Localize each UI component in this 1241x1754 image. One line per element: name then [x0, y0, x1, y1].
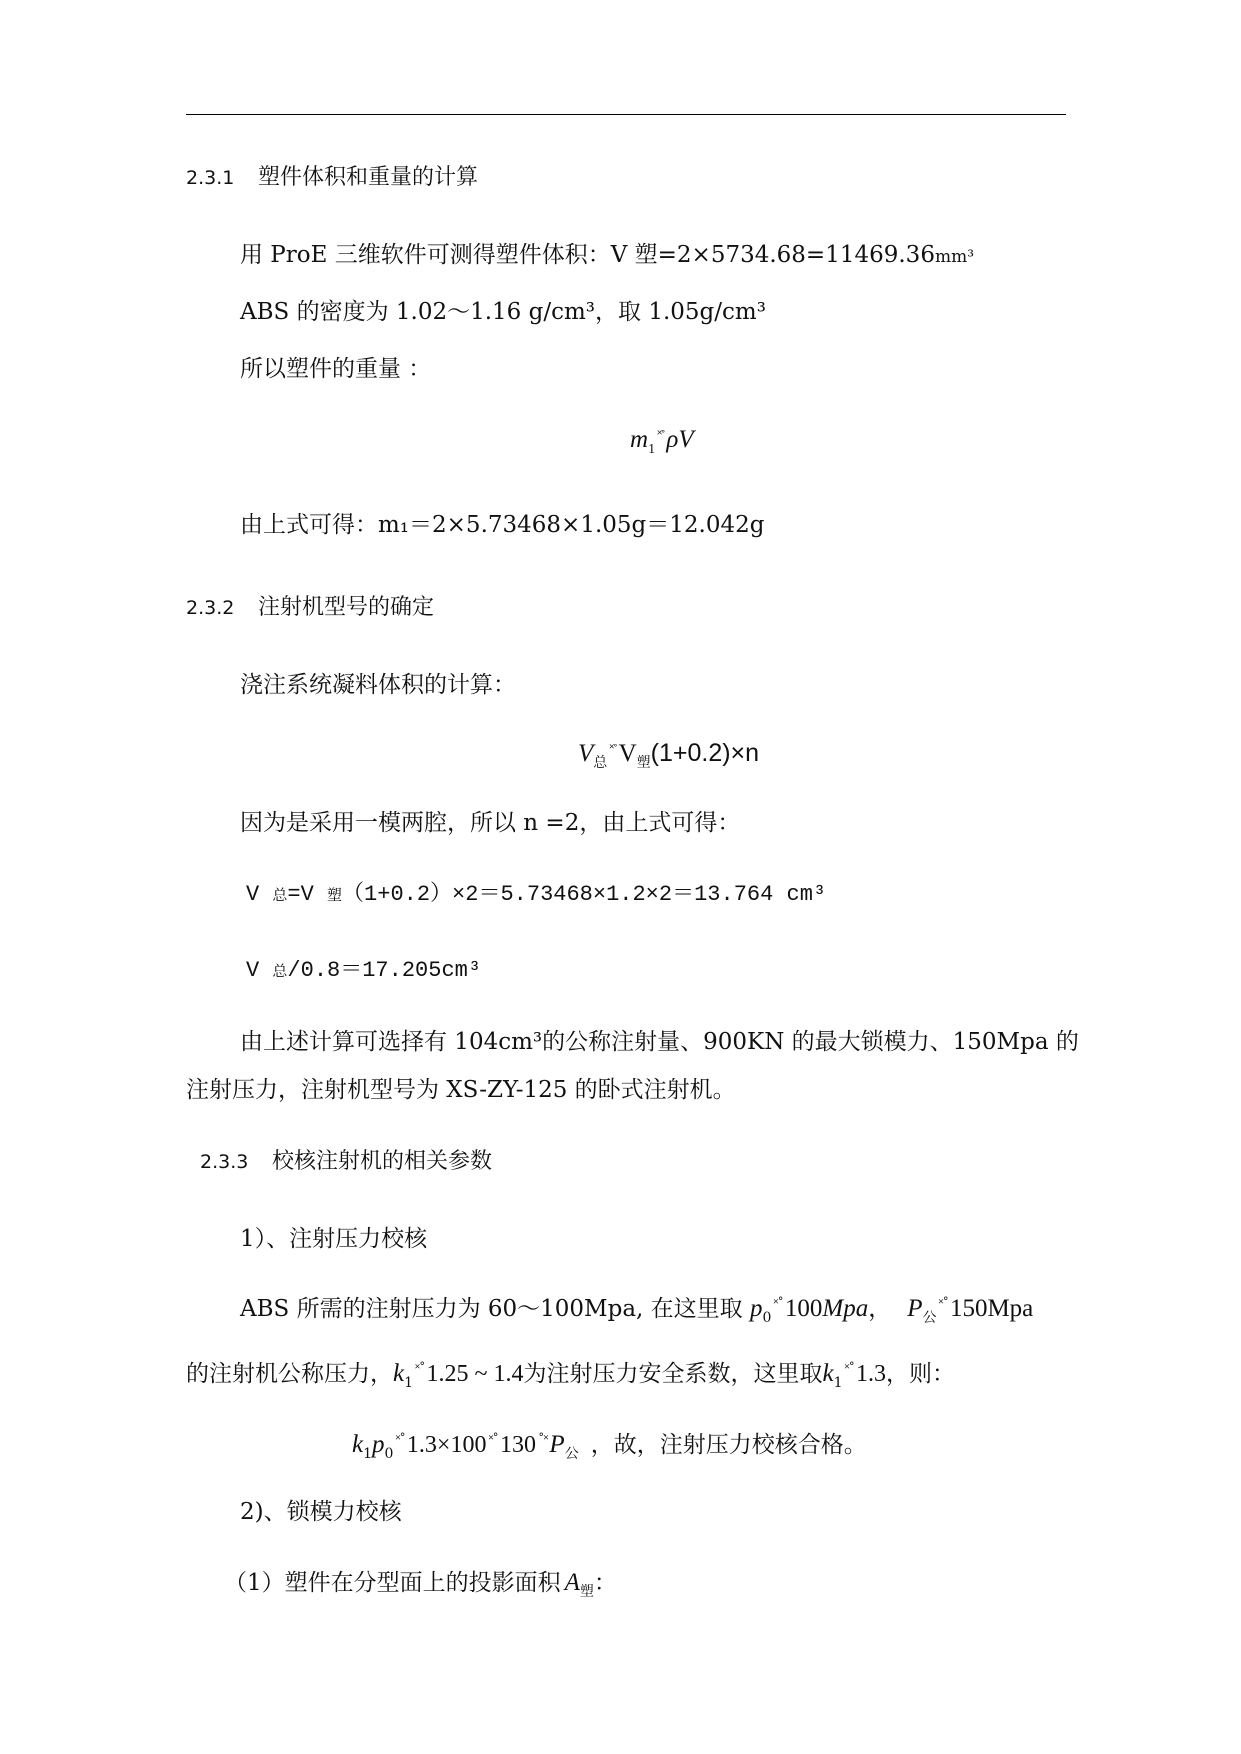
section-title: 注射机型号的确定 — [258, 595, 435, 620]
proe-volume-text: 用 ProE 三维软件可测得塑件体积：V 塑=2×5734.68=11469.36 — [240, 242, 935, 268]
nominal-pressure-line: 的注射机公称压力，$k_1^{˟˚}1.25$ ~ 1.4为注射压力安全系数，这里取$k_1^{˟˚}1.3$，则： — [186, 1360, 955, 1391]
abs-pressure-line: ABS 所需的注射压力为 60～100Mpa, 在这里取 $p_0^{˟˚}100Mpa$， $P_公^{˟˚}150Mpa$ — [240, 1295, 1034, 1326]
section-number: 2.3.3 — [200, 1151, 249, 1173]
total-volume-divided: V 总/0.8＝17.205cm³ — [246, 958, 482, 983]
machine-selection-line-1: 由上述计算可选择有 104cm³的公称注射量、900KN 的最大锁模力、150Mpa 的 — [240, 1029, 1079, 1055]
section-title: 塑件体积和重量的计算 — [258, 165, 479, 190]
density-line: ABS 的密度为 1.02～1.16 g/cm³，取 1.05g/cm³ — [240, 299, 766, 325]
section-heading-2-3-2 — [186, 593, 434, 623]
total-volume-calc: V 总=V 塑（1+0.2）×2＝5.73468×1.2×2＝13.764 cm³ — [246, 882, 827, 907]
proe-volume-unit: mm³ — [934, 247, 975, 267]
proe-volume-line — [240, 240, 974, 272]
mass-result-line: 由上式可得：m₁＝2×5.73468×1.05g＝12.042g — [240, 512, 765, 538]
machine-selection-line-2: 注射压力，注射机型号为 XS-ZY-125 的卧式注射机。 — [186, 1077, 736, 1103]
gate-volume-intro: 浇注系统凝料体积的计算： — [240, 672, 516, 698]
item-injection-pressure: 1）、注射压力校核 — [240, 1226, 428, 1252]
pressure-check-line: $k_1p_0^{˟˚}1.3\times 100$ ˟˚130 $^{˚˟}P_公$ ，故，注射压力校核合格。 — [352, 1431, 867, 1462]
section-heading-2-3-1 — [186, 163, 478, 193]
section-title: 校核注射机的相关参数 — [272, 1149, 493, 1174]
item-clamping-force: 2)、锁模力校核 — [240, 1499, 402, 1525]
projected-area-line: （1）塑件在分型面上的投影面积 $A_塑$： — [224, 1569, 617, 1600]
mass-equation: $m_1^{˟˚}\rho V$ — [630, 426, 694, 457]
section-number: 2.3.2 — [186, 597, 235, 619]
two-cavity-line: 因为是采用一模两腔，所以 n =2，由上式可得： — [240, 810, 741, 836]
header-rule — [186, 114, 1066, 115]
total-volume-equation: $V_总^{˟˚}V_塑(1+0.2)\times n$ — [578, 739, 760, 771]
section-heading-2-3-3 — [200, 1147, 492, 1177]
section-number: 2.3.1 — [186, 167, 235, 189]
weight-intro: 所以塑件的重量 ： — [240, 356, 432, 382]
